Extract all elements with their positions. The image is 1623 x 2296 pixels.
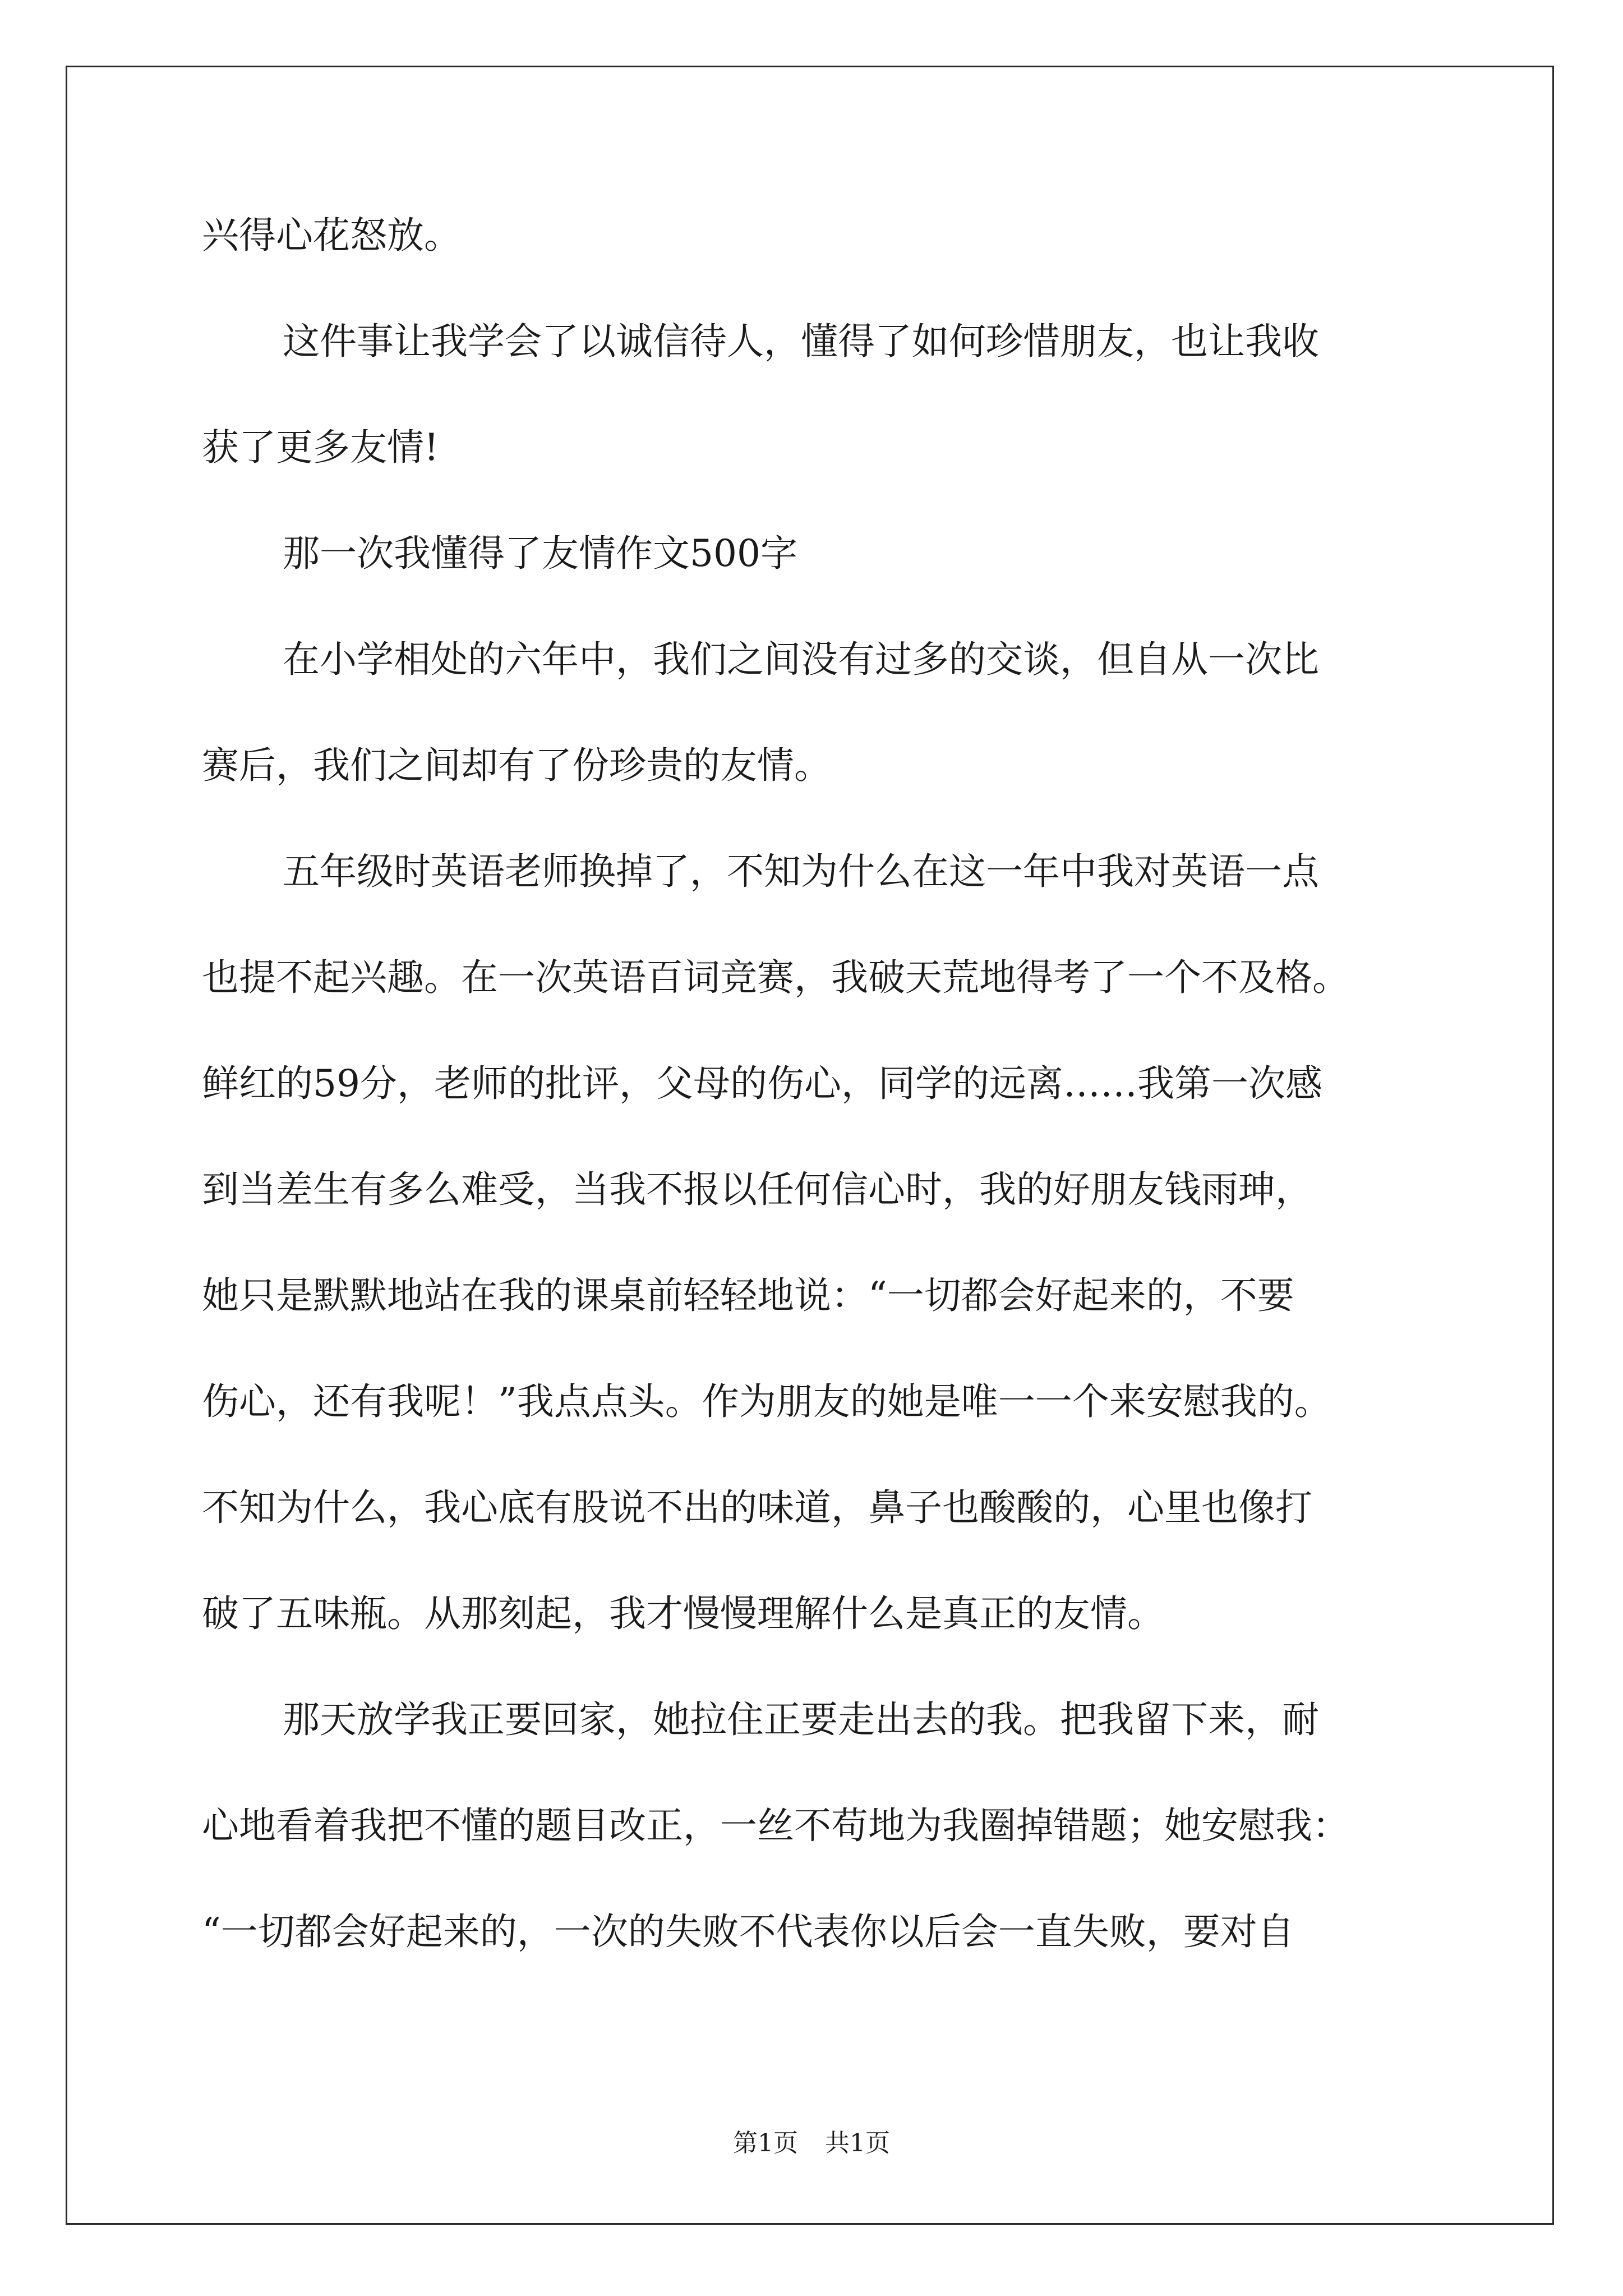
text-line: 获了更多友情! — [202, 426, 439, 469]
text-line: 鲜红的59分，老师的批评，父母的伤心，同学的远离……我第一次感 — [202, 1062, 1322, 1105]
text-line: 在小学相处的六年中，我们之间没有过多的交谈，但自从一次比 — [283, 638, 1319, 681]
text-line: 那天放学我正要回家，她拉住正要走出去的我。把我留下来，耐 — [283, 1698, 1319, 1741]
text-line: “一切都会好起来的，一次的失败不代表你以后会一直失败，要对自 — [202, 1910, 1294, 1953]
page-footer — [0, 2129, 1623, 2158]
text-line: 这件事让我学会了以诚信待人，懂得了如何珍惜朋友，也让我收 — [283, 320, 1319, 363]
section-heading: 那一次我懂得了友情作文500字 — [283, 532, 797, 575]
page-number-current: 第1页 — [733, 2129, 798, 2157]
text-line: 破了五味瓶。从那刻起，我才慢慢理解什么是真正的友情。 — [202, 1592, 1164, 1635]
text-line: 不知为什么，我心底有股说不出的味道，鼻子也酸酸的，心里也像打 — [202, 1486, 1312, 1529]
text-line: 也提不起兴趣。在一次英语百词竞赛，我破天荒地得考了一个不及格。 — [202, 956, 1349, 999]
text-line: 赛后，我们之间却有了份珍贵的友情。 — [202, 744, 831, 787]
text-line: 兴得心花怒放。 — [202, 214, 461, 257]
page-number-total: 共1页 — [825, 2129, 890, 2157]
text-line: 心地看着我把不懂的题目改正，一丝不苟地为我圈掉错题；她安慰我： — [202, 1804, 1349, 1847]
text-line: 五年级时英语老师换掉了，不知为什么在这一年中我对英语一点 — [283, 850, 1319, 893]
page-border — [66, 66, 1554, 2225]
text-line: 她只是默默地站在我的课桌前轻轻地说：“一切都会好起来的，不要 — [202, 1274, 1294, 1317]
text-line: 伤心，还有我呢！”我点点头。作为朋友的她是唯一一个来安慰我的。 — [202, 1380, 1331, 1423]
text-line: 到当差生有多么难受，当我不报以任何信心时，我的好朋友钱雨珅， — [202, 1168, 1312, 1211]
